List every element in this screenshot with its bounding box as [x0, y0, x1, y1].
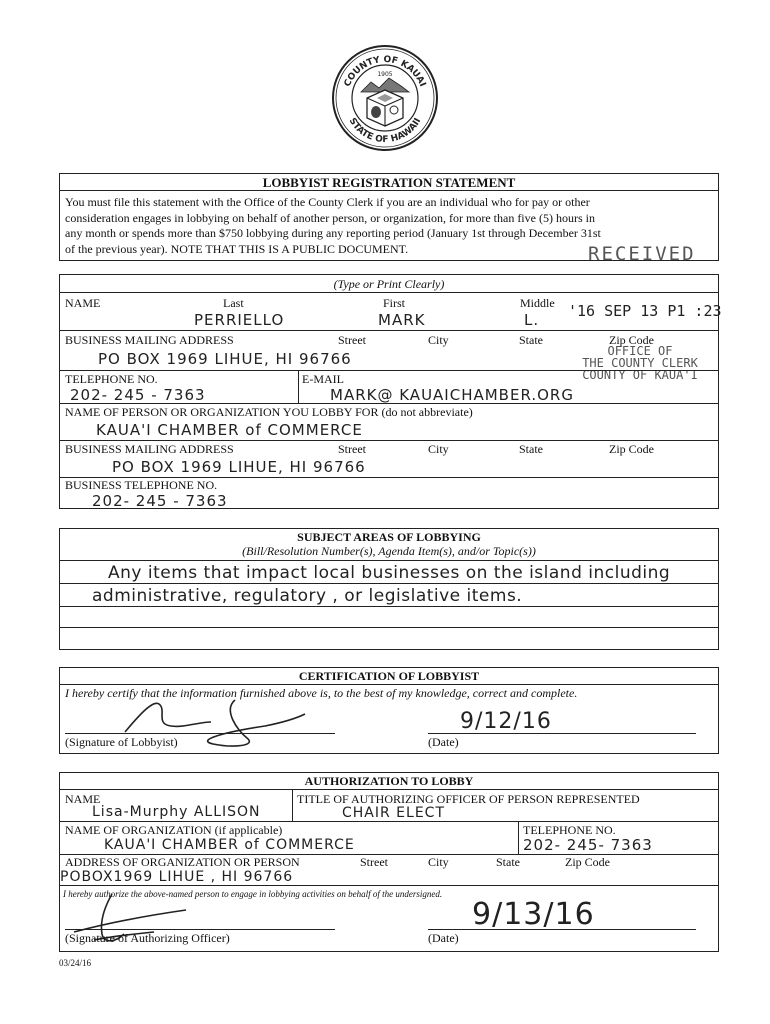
- street-label: Street: [338, 333, 366, 347]
- intro-line: You must file this statement with the Office of the County Clerk if you are an individual who for pay or other: [65, 195, 590, 209]
- subject-title: SUBJECT AREAS OF LOBBYING: [297, 530, 481, 544]
- org-phone-label: BUSINESS TELEPHONE NO.: [65, 478, 218, 492]
- state-label: State: [519, 333, 543, 347]
- auth-org-value: KAUA'I CHAMBER of COMMERCE: [104, 837, 355, 853]
- seal-year: 1905: [377, 71, 393, 78]
- authorization-date-label: (Date): [428, 931, 459, 945]
- address-value: PO BOX 1969 LIHUE, HI 96766: [98, 350, 352, 368]
- org-phone-value: 202- 245 - 7363: [92, 492, 228, 510]
- subject-line-1: Any items that impact local businesses on the island including: [108, 563, 671, 583]
- certification-text: I hereby certify that the information furnished above is, to the best of my knowledge, correct and complete.: [65, 686, 578, 700]
- subject-line-2: administrative, regulatory , or legislative items.: [92, 586, 523, 606]
- received-stamp: RECEIVED: [588, 243, 696, 265]
- certification-title: CERTIFICATION OF LOBBYIST: [298, 669, 480, 683]
- authorization-consent-text: I hereby authorize the above-named person to engage in lobbying activities on behalf of the undersigned.: [63, 889, 443, 899]
- stamp-office-line: THE COUNTY CLERK: [582, 356, 698, 370]
- lobbyist-signature-label: (Signature of Lobbyist): [65, 735, 178, 749]
- certification-date-label: (Date): [428, 735, 459, 749]
- auth-street-label: Street: [360, 855, 388, 869]
- phone-value: 202- 245 - 7363: [70, 386, 206, 404]
- seal-bottom-text: STATE OF HAWAII: [346, 116, 424, 146]
- intro-line: of the previous year). NOTE THAT THIS IS A PUBLIC DOCUMENT.: [65, 241, 409, 256]
- county-seal: [331, 44, 439, 152]
- zip-label: Zip Code: [609, 333, 654, 347]
- org-zip-label: Zip Code: [609, 442, 654, 456]
- first-name-value: MARK: [378, 311, 426, 329]
- org-state-label: State: [519, 442, 543, 456]
- org-label: NAME OF PERSON OR ORGANIZATION YOU LOBBY FOR (do not abbreviate): [65, 405, 473, 419]
- certification-date-value: 9/12/16: [460, 709, 552, 734]
- auth-org-label: NAME OF ORGANIZATION (if applicable): [65, 823, 283, 837]
- auth-name-label: NAME: [65, 792, 101, 806]
- city-label: City: [428, 333, 449, 347]
- auth-address-label: ADDRESS OF ORGANIZATION OR PERSON: [65, 855, 300, 869]
- form-title: LOBBYIST REGISTRATION STATEMENT: [262, 175, 516, 190]
- subject-subtitle: (Bill/Resolution Number(s), Agenda Item(s), and/or Topic(s)): [242, 544, 536, 558]
- officer-title-value: CHAIR ELECT: [342, 805, 446, 821]
- email-label: E-MAIL: [302, 372, 344, 386]
- name-label: NAME: [65, 296, 101, 310]
- stamp-datetime: '16 SEP 13 P1 :23: [568, 302, 722, 320]
- org-address-label: BUSINESS MAILING ADDRESS: [65, 442, 234, 456]
- phone-label: TELEPHONE NO.: [65, 372, 158, 386]
- last-label: Last: [223, 296, 244, 310]
- intro-line: consideration engages in lobbying on behalf of another person, or organization, for more than five (5) hours in: [65, 210, 595, 225]
- middle-name-value: L.: [524, 311, 540, 329]
- org-value: KAUA'I CHAMBER of COMMERCE: [96, 421, 363, 439]
- auth-name-value: Lisa-Murphy ALLISON: [92, 804, 261, 820]
- org-address-value: PO BOX 1969 LIHUE, HI 96766: [112, 458, 366, 476]
- intro-line: any month or spends more than $750 lobbying during any reporting period (January 1st through December 31st: [65, 226, 601, 240]
- stamp-office-line: OFFICE OF: [607, 344, 673, 358]
- authorization-date-value: 9/13/16: [472, 897, 595, 932]
- form-revision-date: 03/24/16: [59, 958, 92, 968]
- officer-title-label: TITLE OF AUTHORIZING OFFICER OF PERSON REPRESENTED: [297, 792, 640, 806]
- first-label: First: [383, 296, 406, 310]
- last-name-value: PERRIELLO: [194, 311, 285, 329]
- org-street-label: Street: [338, 442, 366, 456]
- email-value: MARK@ KAUAICHAMBER.ORG: [330, 386, 574, 404]
- authorization-title: AUTHORIZATION TO LOBBY: [304, 774, 474, 788]
- intro-text: [65, 195, 601, 257]
- seal-top-text: COUNTY OF KAUAI: [342, 54, 428, 89]
- middle-label: Middle: [520, 296, 555, 310]
- auth-state-label: State: [496, 855, 520, 869]
- auth-address-value: POBOX1969 LIHUE , HI 96766: [60, 869, 294, 885]
- officer-signature-label: (Signature of Authorizing Officer): [65, 931, 230, 945]
- auth-phone-label: TELEPHONE NO.: [523, 823, 616, 837]
- auth-zip-label: Zip Code: [565, 855, 610, 869]
- stamp-office-line: COUNTY OF KAUA'I: [582, 368, 698, 382]
- org-city-label: City: [428, 442, 449, 456]
- address-label: BUSINESS MAILING ADDRESS: [65, 333, 234, 347]
- type-instruction: (Type or Print Clearly): [333, 277, 445, 291]
- auth-city-label: City: [428, 855, 449, 869]
- auth-phone-value: 202- 245- 7363: [523, 836, 653, 854]
